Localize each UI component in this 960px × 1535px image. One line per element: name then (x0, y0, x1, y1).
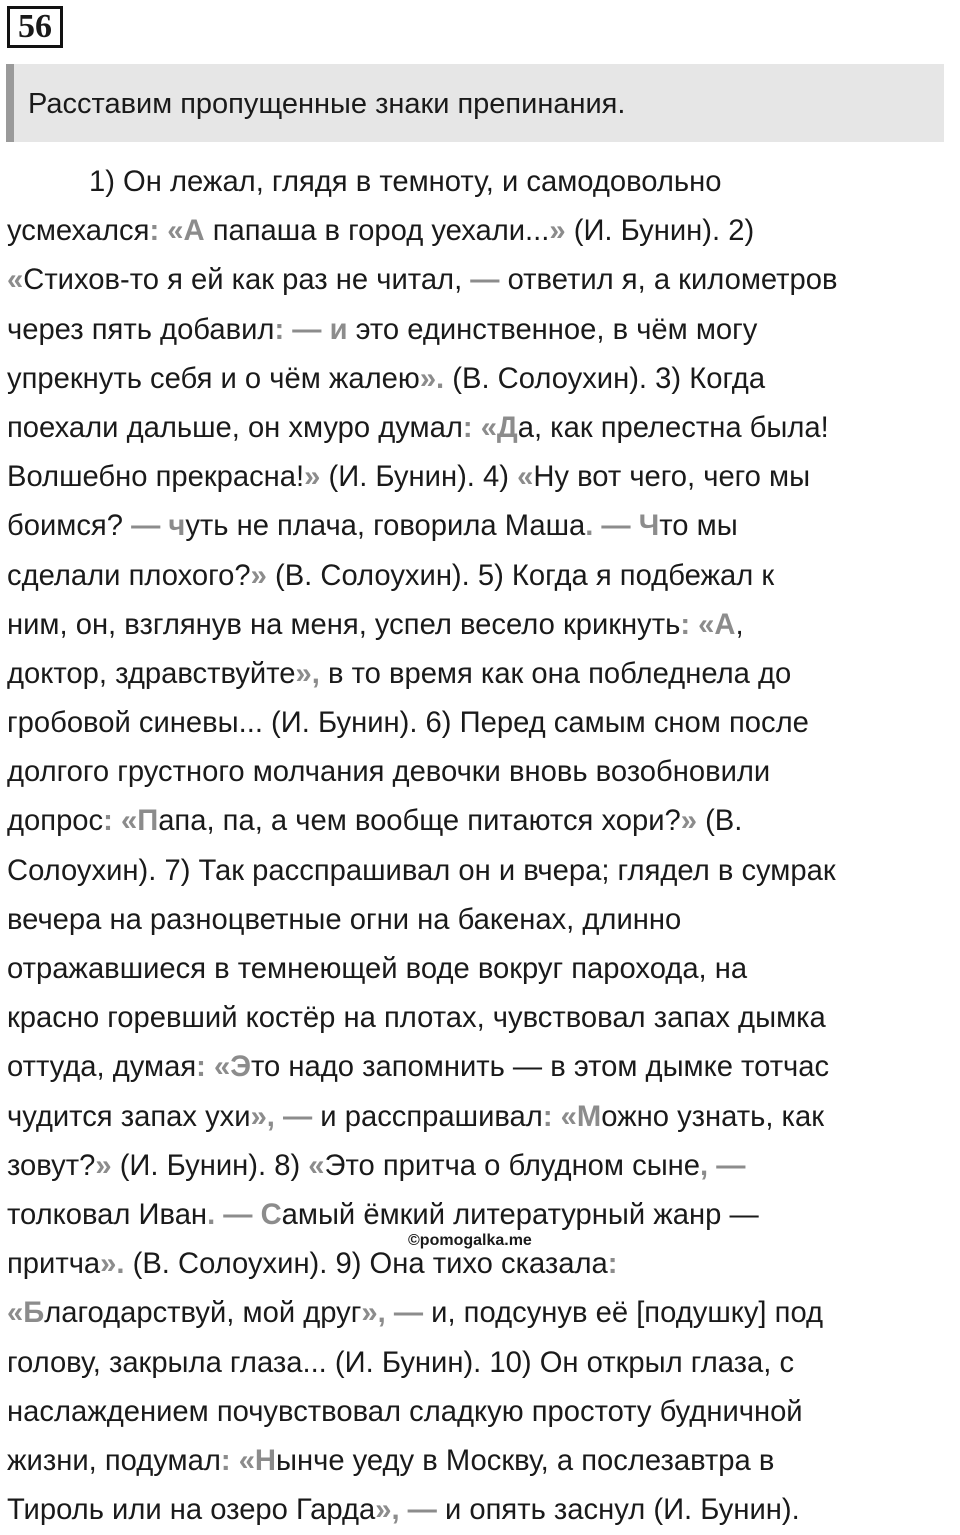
text-segment: амый ёмкий литературный жанр — (281, 1198, 759, 1231)
instruction-banner (6, 64, 944, 142)
text-line (7, 1437, 955, 1486)
text-segment: наслаждением почувствовал сладкую простоту будничной (7, 1395, 803, 1428)
text-line (7, 404, 955, 453)
inserted-punctuation: : «А (149, 215, 205, 248)
text-line (7, 847, 955, 896)
text-segment: чудится запах ухи (7, 1100, 251, 1133)
task-number-box: 56 (7, 6, 63, 48)
text-segment: папаша в город уехали... (204, 215, 550, 248)
text-line (7, 945, 955, 994)
inserted-punctuation: . — С (207, 1198, 282, 1231)
text-segment: уть не плача, говорила Маша (185, 510, 586, 543)
inserted-punctuation: : «Д (462, 411, 518, 444)
text-line (7, 256, 955, 305)
text-segment: упрекнуть себя и о чём жалею (7, 362, 420, 395)
text-segment: притча (7, 1248, 101, 1281)
inserted-punctuation: » (250, 559, 267, 592)
text-segment: то мы (659, 510, 738, 543)
text-segment: Солоухин). 7) Так расспрашивал он и вчера; глядел в сумрак (7, 854, 836, 887)
text-segment: 1) Он лежал, глядя в темноту, и самодовольно (89, 166, 722, 198)
text-segment: оттуда, думая (7, 1051, 197, 1084)
text-segment: Волшебно прекрасна! (7, 461, 305, 494)
text-line (7, 502, 955, 551)
inserted-punctuation: ». (419, 362, 445, 395)
text-segment: (И. Бунин). 8) (111, 1149, 309, 1182)
inserted-punctuation: : «Н (220, 1444, 277, 1477)
text-segment: апа, па, а чем вообще питаются хори? (158, 805, 681, 838)
text-segment: а, как прелестна была! (517, 411, 829, 444)
text-segment: поехали дальше, он хмуро думал (7, 411, 463, 444)
text-segment: ожно узнать, как (601, 1100, 824, 1133)
text-segment: доктор, здравствуйте (7, 657, 296, 690)
text-line (7, 453, 955, 502)
exercise-text (7, 158, 955, 1535)
text-line (7, 650, 955, 699)
text-segment: сделали плохого? (7, 559, 251, 592)
text-segment: (И. Бунин). 2) (565, 215, 755, 248)
text-segment: жизни, подумал (7, 1444, 221, 1477)
text-segment: ынче уеду в Москву, а послезавтра в (276, 1444, 775, 1477)
text-line (7, 1043, 955, 1092)
text-segment: ним, он, взглянув на меня, успел весело крикнуть (7, 608, 681, 641)
inserted-punctuation: ». (100, 1248, 125, 1281)
text-segment: отражавшиеся в темнеющей воде вокруг парохода, на (7, 953, 748, 985)
text-segment: Ну вот чего, чего мы (533, 461, 811, 494)
text-segment: (В. Солоухин). 9) Она тихо сказала (124, 1248, 608, 1281)
text-segment: красно горевший костёр на плотах, чувствовал запах дымка (7, 1002, 826, 1035)
text-segment: и опять заснул (И. Бунин). (436, 1494, 800, 1527)
text-line (7, 797, 955, 846)
text-segment: усмехался (7, 215, 150, 248)
watermark: ©pomogalka.me (408, 1232, 532, 1249)
text-line (7, 1388, 955, 1437)
inserted-punctuation: » (95, 1149, 112, 1182)
text-segment: толковал Иван (7, 1198, 208, 1231)
inserted-punctuation: : «Э (196, 1051, 251, 1084)
text-segment: в то время как она побледнела до (319, 657, 792, 690)
text-segment: (В. (696, 805, 743, 838)
text-line (7, 699, 955, 748)
inserted-punctuation: . — Ч (585, 510, 660, 543)
inserted-punctuation: « (7, 264, 24, 297)
text-line (7, 1339, 955, 1388)
inserted-punctuation: », — (375, 1494, 437, 1527)
text-segment: это единственное, в чём могу (347, 313, 758, 346)
text-segment: (И. Бунин). 4) (320, 461, 518, 494)
text-line (7, 748, 955, 797)
inserted-punctuation: : (607, 1248, 618, 1281)
inserted-punctuation: » (304, 461, 321, 494)
text-segment: то надо запомнить — в этом дымке тотчас (251, 1051, 830, 1084)
text-line (7, 306, 955, 355)
inserted-punctuation: « (517, 461, 534, 494)
text-line (7, 552, 955, 601)
text-line (7, 601, 955, 650)
text-segment: гробовой синевы... (И. Бунин). 6) Перед самым сном после (7, 707, 809, 740)
text-segment: боимся? (7, 510, 132, 543)
text-line (7, 1289, 955, 1338)
text-segment: и, подсунув её [подушку] под (423, 1297, 824, 1330)
inserted-punctuation: : «П (103, 805, 159, 838)
inserted-punctuation: — ч (131, 510, 186, 543)
text-line (7, 158, 955, 207)
inserted-punctuation: — (470, 264, 500, 297)
text-segment: голову, закрыла глаза... (И. Бунин). 10) Он открыл глаза, с (7, 1346, 795, 1379)
inserted-punctuation: », — (361, 1297, 424, 1330)
text-line (7, 355, 955, 404)
text-segment: Это притча о блудном сыне (324, 1149, 701, 1182)
inserted-punctuation: : «М (542, 1100, 602, 1133)
text-segment: (В. Солоухин). 5) Когда я подбежал к (266, 559, 775, 592)
inserted-punctuation: , — (700, 1149, 746, 1182)
inserted-punctuation: », — (250, 1100, 313, 1133)
inserted-punctuation: : — и (274, 313, 348, 346)
text-segment: долгого грустного молчания девочки вновь возобновили (7, 756, 771, 789)
text-line (7, 896, 955, 945)
text-line (7, 207, 955, 256)
text-segment: и расспрашивал (312, 1100, 543, 1133)
text-segment: вечера на разноцветные огни на бакенах, длинно (7, 903, 682, 936)
inserted-punctuation: », (295, 657, 320, 690)
inserted-punctuation: » (680, 805, 697, 838)
inserted-punctuation: «Б (7, 1297, 45, 1330)
text-segment: , (735, 608, 744, 641)
inserted-punctuation: : «А (680, 608, 736, 641)
text-segment: допрос (7, 805, 104, 838)
text-line (7, 994, 955, 1043)
text-segment: Стихов-то я ей как раз не читал, (23, 264, 471, 297)
text-segment: через пять добавил (7, 313, 275, 346)
text-segment: (В. Солоухин). 3) Когда (444, 362, 766, 395)
text-line (7, 1486, 955, 1535)
text-segment: ответил я, а километров (499, 264, 838, 297)
text-segment: лагодарствуй, мой друг (44, 1297, 362, 1330)
inserted-punctuation: » (549, 215, 566, 248)
instruction-text: Расставим пропущенные знаки препинания. (28, 88, 626, 120)
text-segment: зовут? (7, 1149, 96, 1182)
text-line (7, 1142, 955, 1191)
inserted-punctuation: « (308, 1149, 325, 1182)
text-line (7, 1093, 955, 1142)
text-segment: Тироль или на озеро Гарда (7, 1494, 376, 1527)
